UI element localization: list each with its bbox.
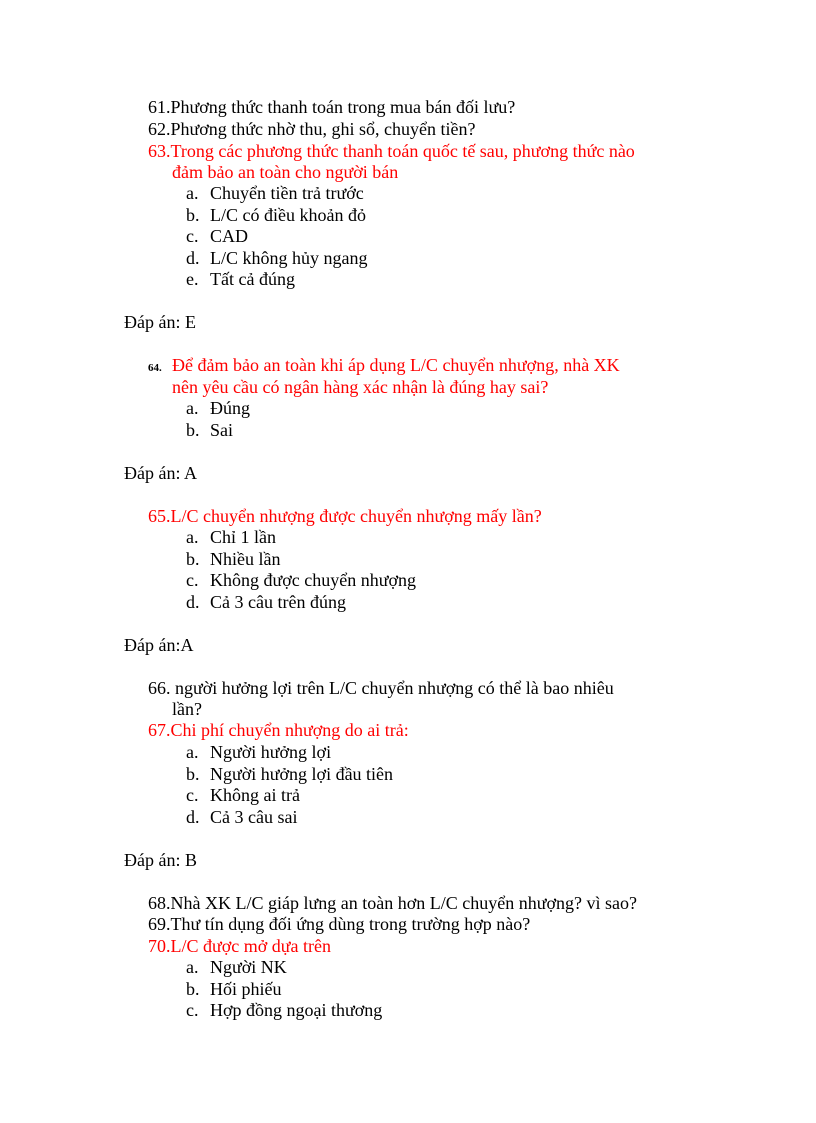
- option-67-d: d. Cả 3 câu sai: [186, 807, 298, 827]
- option-67-b: b. Người hưởng lợi đầu tiên: [186, 764, 394, 784]
- option-63-b: b. L/C có điều khoản đỏ: [186, 205, 366, 225]
- answer-64: Đáp án: A: [124, 463, 197, 483]
- option-65-a: a. Chỉ 1 lần: [186, 527, 276, 547]
- question-65: 65.L/C chuyển nhượng được chuyển nhượng mấy lần?: [148, 506, 542, 526]
- option-63-e: e. Tất cả đúng: [186, 269, 295, 289]
- option-65-b: b. Nhiều lần: [186, 549, 281, 569]
- option-63-c: c. CAD: [186, 226, 249, 246]
- option-65-c: c. Không được chuyển nhượng: [186, 570, 417, 590]
- question-64-line2: nên yêu cầu có ngân hàng xác nhận là đúng hay sai?: [172, 377, 549, 397]
- question-63-line2: đảm bảo an toàn cho người bán: [172, 162, 399, 182]
- question-62: 62.Phương thức nhờ thu, ghi sổ, chuyển tiền?: [148, 119, 476, 139]
- question-66-line1: 66. người hưởng lợi trên L/C chuyển nhượng có thể là bao nhiêu: [148, 678, 614, 698]
- option-70-b: b. Hối phiếu: [186, 979, 282, 999]
- answer-63: Đáp án: E: [124, 312, 196, 332]
- question-68: 68.Nhà XK L/C giáp lưng an toàn hơn L/C chuyển nhượng? vì sao?: [148, 893, 637, 913]
- option-64-b: b. Sai: [186, 420, 234, 440]
- answer-67: Đáp án: B: [124, 850, 197, 870]
- option-64-a: a. Đúng: [186, 398, 250, 418]
- question-69: 69.Thư tín dụng đối ứng dùng trong trường hợp nào?: [148, 914, 531, 934]
- option-70-a: a. Người NK: [186, 957, 287, 977]
- question-67: 67.Chi phí chuyển nhượng do ai trả:: [148, 720, 409, 740]
- option-67-a: a. Người hưởng lợi: [186, 742, 332, 762]
- option-70-c: c. Hợp đồng ngoại thương: [186, 1000, 383, 1020]
- question-64-line1: 64. Để đảm bảo an toàn khi áp dụng L/C chuyển nhượng, nhà XK: [148, 354, 620, 379]
- option-65-d: d. Cả 3 câu trên đúng: [186, 592, 346, 612]
- question-70: 70.L/C được mở dựa trên: [148, 936, 332, 956]
- answer-65: Đáp án:A: [124, 635, 194, 655]
- option-67-c: c. Không ai trả: [186, 785, 300, 805]
- question-64-number: 64.: [148, 362, 162, 374]
- question-63-line1: 63.Trong các phương thức thanh toán quốc tế sau, phương thức nào: [148, 141, 635, 161]
- option-63-d: d. L/C không hủy ngang: [186, 248, 368, 268]
- question-66-line2: lần?: [172, 699, 202, 719]
- question-61: 61.Phương thức thanh toán trong mua bán đối lưu?: [148, 97, 516, 117]
- option-63-a: a. Chuyển tiền trả trước: [186, 183, 364, 203]
